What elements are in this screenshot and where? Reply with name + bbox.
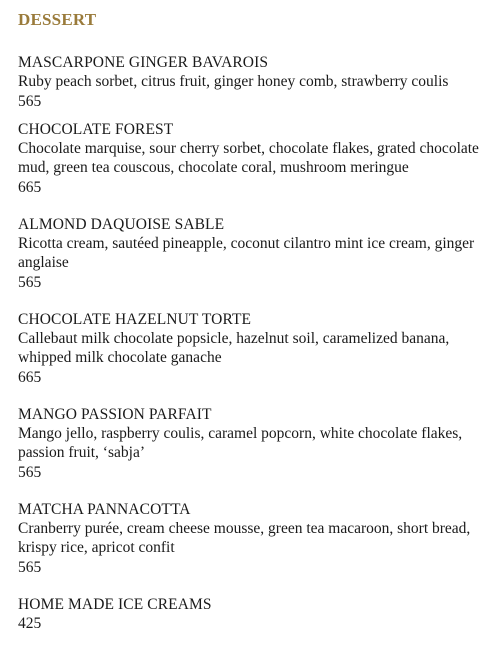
- item-name: MASCARPONE GINGER BAVAROIS: [18, 54, 269, 71]
- item-description: Ricotta cream, sautéed pineapple, coconut cilantro mint ice cream, ginger anglaise: [18, 234, 475, 271]
- item-name: MATCHA PANNACOTTA: [18, 500, 191, 518]
- item-description: Ruby peach sorbet, citrus fruit, ginger honey comb, strawberry coulis: [18, 73, 449, 90]
- item-price: 565: [18, 273, 42, 291]
- item-price: 565: [18, 463, 42, 481]
- menu-item-mascarpone: [18, 53, 488, 111]
- item-name: ALMOND DAQUOISE SABLE: [18, 215, 225, 233]
- item-name: HOME MADE ICE CREAMS: [18, 595, 212, 613]
- item-description: Mango jello, raspberry coulis, caramel popcorn, white chocolate flakes, passion fruit, ‘sabja’: [18, 424, 463, 461]
- menu-page: [18, 10, 488, 633]
- item-name: MANGO PASSION PARFAIT: [18, 405, 212, 423]
- item-price: 425: [18, 614, 42, 632]
- item-name: CHOCOLATE HAZELNUT TORTE: [18, 310, 252, 328]
- item-price: 665: [18, 368, 42, 386]
- item-name: CHOCOLATE FOREST: [18, 120, 174, 138]
- menu-item-matcha-pannacotta: [18, 500, 488, 577]
- item-description: Callebaut milk chocolate popsicle, hazelnut soil, caramelized banana, whipped milk chocolate ganache: [18, 329, 450, 366]
- menu-item-almond-daquoise: [18, 215, 488, 292]
- item-description: Chocolate marquise, sour cherry sorbet, chocolate flakes, grated chocolate mud, green tea couscous, chocolate coral, mushroom meringue: [18, 139, 479, 176]
- item-description: Cranberry purée, cream cheese mousse, green tea macaroon, short bread, krispy rice, apricot confit: [18, 519, 471, 556]
- item-price: 565: [18, 92, 42, 110]
- section-title: DESSERT: [18, 10, 97, 29]
- item-price: 565: [18, 558, 42, 576]
- menu-item-ice-creams: [18, 595, 488, 633]
- menu-item-chocolate-forest: [18, 120, 488, 197]
- menu-item-chocolate-hazelnut: [18, 310, 488, 387]
- item-price: 665: [18, 178, 42, 196]
- menu-item-mango-passion: [18, 405, 488, 482]
